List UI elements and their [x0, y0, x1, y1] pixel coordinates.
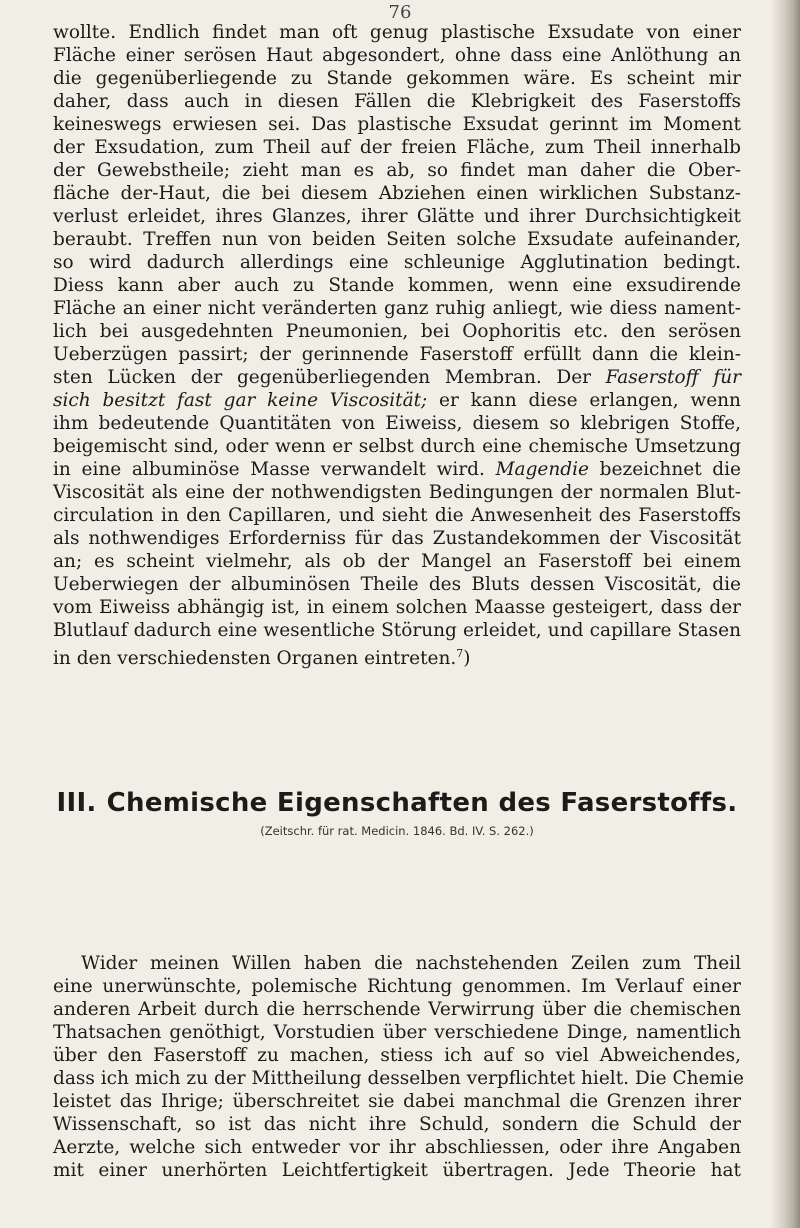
- text-line: circulation in den Capillaren, und sieht die Anwesenheit des Faserstoffs: [53, 505, 741, 526]
- italic-name: Magendie: [495, 459, 589, 480]
- text-segment: in eine albuminöse Masse verwandelt wird.: [53, 459, 485, 480]
- text-line: der Exsudation, zum Theil auf der freien Fläche, zum Theil innerhalb: [53, 137, 741, 158]
- text-segment: in den verschiedensten Organen eintreten.: [53, 648, 457, 670]
- text-line: an; es scheint vielmehr, als ob der Mangel an Faserstoff bei einem: [53, 551, 741, 572]
- footnote-ref: 7: [456, 647, 464, 660]
- text-line: Viscosität als eine der nothwendigsten Bedingungen der normalen Blut-: [53, 482, 741, 503]
- italic-phrase: sich besitzt fast gar keine Viscosität;: [53, 390, 428, 411]
- text-line: Aerzte, welche sich entweder vor ihr abschliessen, oder ihre Angaben: [53, 1137, 741, 1158]
- text-line: die gegenüberliegende zu Stande gekommen wäre. Es scheint mir: [53, 68, 741, 89]
- text-line: Blutlauf dadurch eine wesentliche Störung erleidet, und capillare Stasen: [53, 620, 741, 641]
- text-line: ihm bedeutende Quantitäten von Eiweiss, diesem so klebrigen Stoffe,: [53, 413, 741, 434]
- text-line: beraubt. Treffen nun von beiden Seiten solche Exsudate aufeinander,: [53, 229, 741, 250]
- section-title: Chemische Eigenschaften des Faserstoffs.: [106, 788, 738, 818]
- text-line: Ueberzügen passirt; der gerinnende Faserstoff erfüllt dann die klein-: [53, 344, 741, 365]
- text-line: mit einer unerhörten Leichtfertigkeit übertragen. Jede Theorie hat: [53, 1160, 741, 1181]
- text-line: Wider meinen Willen haben die nachstehenden Zeilen zum Theil: [81, 953, 741, 974]
- text-line: Thatsachen genöthigt, Vorstudien über verschiedene Dinge, namentlich: [53, 1022, 741, 1043]
- text-line: Fläche einer serösen Haut abgesondert, ohne dass eine Anlöthung an: [53, 45, 741, 66]
- text-line: leistet das Ihrige; überschreitet sie dabei manchmal die Grenzen ihrer: [53, 1091, 741, 1112]
- text-line: [53, 389, 741, 412]
- paragraph-1: [53, 21, 741, 670]
- text-line: [53, 642, 741, 670]
- text-line: anderen Arbeit durch die herrschende Verwirrung über die chemischen: [53, 999, 741, 1020]
- text-line: [53, 458, 741, 481]
- text-segment: er kann diese erlangen, wenn: [427, 390, 741, 411]
- italic-phrase: Faserstoff für: [605, 367, 741, 388]
- text-line: keineswegs erwiesen sei. Das plastische Exsudat gerinnt im Moment: [53, 114, 741, 135]
- text-line: wollte. Endlich findet man oft genug plastische Exsudate von einer: [53, 22, 741, 43]
- text-line: eine unerwünschte, polemische Richtung genommen. Im Verlauf einer: [53, 976, 741, 997]
- text-line: Diess kann aber auch zu Stande kommen, wenn eine exsudirende: [53, 275, 741, 296]
- text-line: dass ich mich zu der Mittheilung desselben verpflichtet hielt. Die Chemie: [53, 1068, 744, 1089]
- text-line: Wissenschaft, so ist das nicht ihre Schuld, sondern die Schuld der: [53, 1114, 741, 1135]
- text-line: so wird dadurch allerdings eine schleunige Agglutination bedingt.: [53, 252, 741, 273]
- source-citation: (Zeitschr. für rat. Medicin. 1846. Bd. IV. S. 262.): [260, 824, 534, 838]
- paragraph-2: [53, 952, 744, 1182]
- text-line: vom Eiweiss abhängig ist, in einem solchen Maasse gesteigert, dass der: [53, 597, 741, 618]
- text-line: Ueberwiegen der albuminösen Theile des Bluts dessen Viscosität, die: [53, 574, 741, 595]
- text-segment: sten Lücken der gegenüberliegenden Membran. Der: [53, 367, 592, 388]
- page-edge-shadow: [770, 0, 800, 1228]
- text-line: als nothwendiges Erforderniss für das Zustandekommen der Viscosität: [53, 528, 741, 549]
- text-segment: bezeichnet die: [599, 459, 741, 480]
- text-line: daher, dass auch in diesen Fällen die Klebrigkeit des Faserstoffs: [53, 91, 741, 112]
- section-number: III.: [56, 788, 97, 818]
- text-line: [53, 366, 741, 389]
- text-segment: ): [463, 648, 471, 670]
- text-line: fläche der-Haut, die bei diesem Abziehen einen wirklichen Substanz-: [53, 183, 741, 204]
- text-line: Fläche an einer nicht veränderten ganz ruhig anliegt, wie diess nament-: [53, 298, 741, 319]
- text-line: verlust erleidet, ihres Glanzes, ihrer Glätte und ihrer Durchsichtigkeit: [53, 206, 741, 227]
- text-line: über den Faserstoff zu machen, stiess ich auf so viel Abweichendes,: [53, 1045, 741, 1066]
- page-number: 76: [388, 2, 412, 23]
- text-line: lich bei ausgedehnten Pneumonien, bei Oophoritis etc. den serösen: [53, 321, 741, 342]
- text-line: beigemischt sind, oder wenn er selbst durch eine chemische Umsetzung: [53, 436, 741, 457]
- section-heading: [53, 788, 741, 818]
- text-line: der Gewebstheile; zieht man es ab, so findet man daher die Ober-: [53, 160, 741, 181]
